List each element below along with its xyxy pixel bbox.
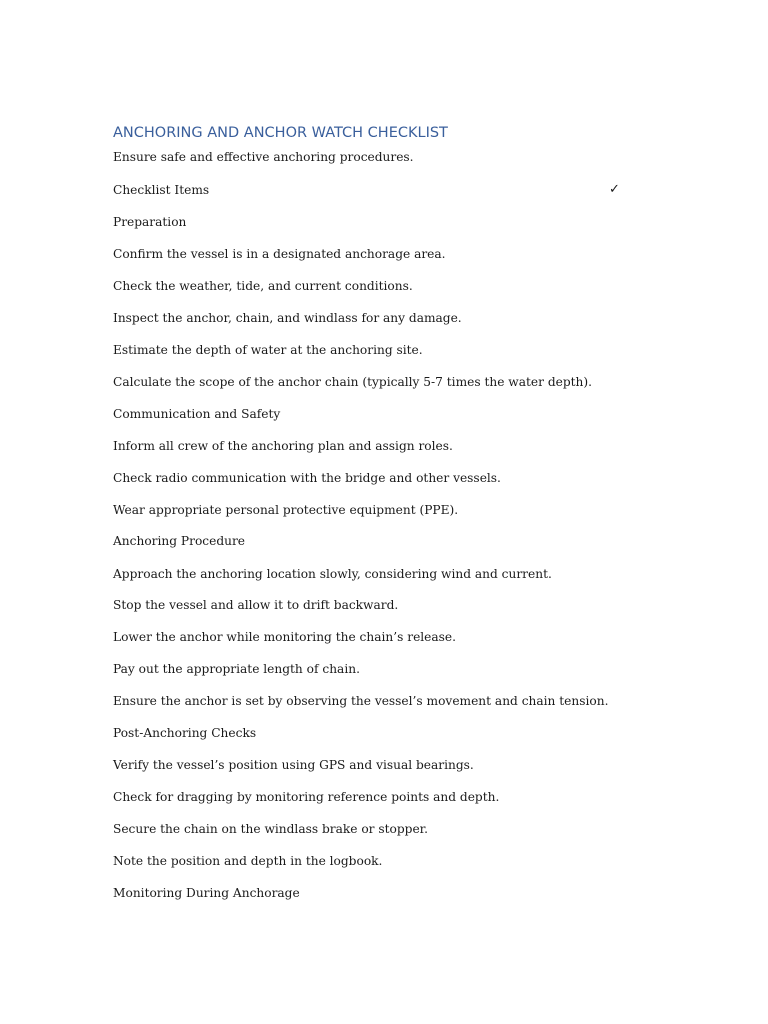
line-text: Lower the anchor while monitoring the chain’s release. [113, 630, 457, 644]
line-text: Calculate the scope of the anchor chain (typically 5-7 times the water depth). [113, 375, 593, 389]
checklist-header-label: Checklist Items [113, 183, 210, 197]
checklist-item [113, 627, 633, 647]
line-text: Stop the vessel and allow it to drift backward. [113, 598, 399, 612]
line-text: Estimate the depth of water at the anchoring site. [113, 343, 423, 357]
checklist-item [113, 659, 633, 679]
section-heading-anchoring-procedure [113, 531, 633, 551]
line-text: Note the position and depth in the logbook. [113, 854, 383, 868]
checklist-item [113, 595, 633, 615]
line-text: Check the weather, tide, and current conditions. [113, 279, 413, 293]
line-text: Verify the vessel’s position using GPS and visual bearings. [113, 758, 474, 772]
line-text: Inspect the anchor, chain, and windlass for any damage. [113, 311, 462, 325]
line-text: Inform all crew of the anchoring plan and assign roles. [113, 439, 453, 453]
checklist-item [113, 851, 633, 871]
checklist-item [113, 819, 633, 839]
line-text: Check for dragging by monitoring reference points and depth. [113, 790, 500, 804]
checklist-item [113, 276, 633, 296]
checklist-item [113, 691, 633, 711]
section-heading-post-anchoring [113, 723, 633, 743]
checklist-item [113, 372, 633, 392]
section-heading-monitoring [113, 883, 633, 903]
line-text: Approach the anchoring location slowly, considering wind and current. [113, 567, 552, 581]
section-heading-communication [113, 404, 633, 424]
line-text: Preparation [113, 215, 187, 229]
line-text: Wear appropriate personal protective equipment (PPE). [113, 503, 459, 517]
line-text: Communication and Safety [113, 407, 281, 421]
checklist-item [113, 436, 633, 456]
line-text: Pay out the appropriate length of chain. [113, 662, 360, 676]
checklist-item [113, 244, 633, 264]
checklist-item [113, 755, 633, 775]
checklist-item [113, 308, 633, 328]
checklist-item [113, 340, 633, 360]
checklist-item [113, 468, 633, 488]
checklist-item [113, 787, 633, 807]
line-text: Post-Anchoring Checks [113, 726, 257, 740]
section-heading-preparation [113, 212, 633, 232]
checkmark-icon: ✓ [609, 182, 620, 197]
document-title: ANCHORING AND ANCHOR WATCH CHECKLIST [113, 125, 448, 141]
line-text: Ensure the anchor is set by observing the vessel’s movement and chain tension. [113, 694, 609, 708]
line-text: Monitoring During Anchorage [113, 886, 300, 900]
line-text: Anchoring Procedure [113, 534, 246, 548]
line-text: Check radio communication with the bridge and other vessels. [113, 471, 501, 485]
checklist-header-row [113, 180, 633, 200]
checklist-item [113, 564, 633, 584]
line-text: Secure the chain on the windlass brake or stopper. [113, 822, 429, 836]
checklist-item [113, 500, 633, 520]
line-text: Confirm the vessel is in a designated anchorage area. [113, 247, 446, 261]
document-subtitle: Ensure safe and effective anchoring procedures. [113, 150, 414, 164]
